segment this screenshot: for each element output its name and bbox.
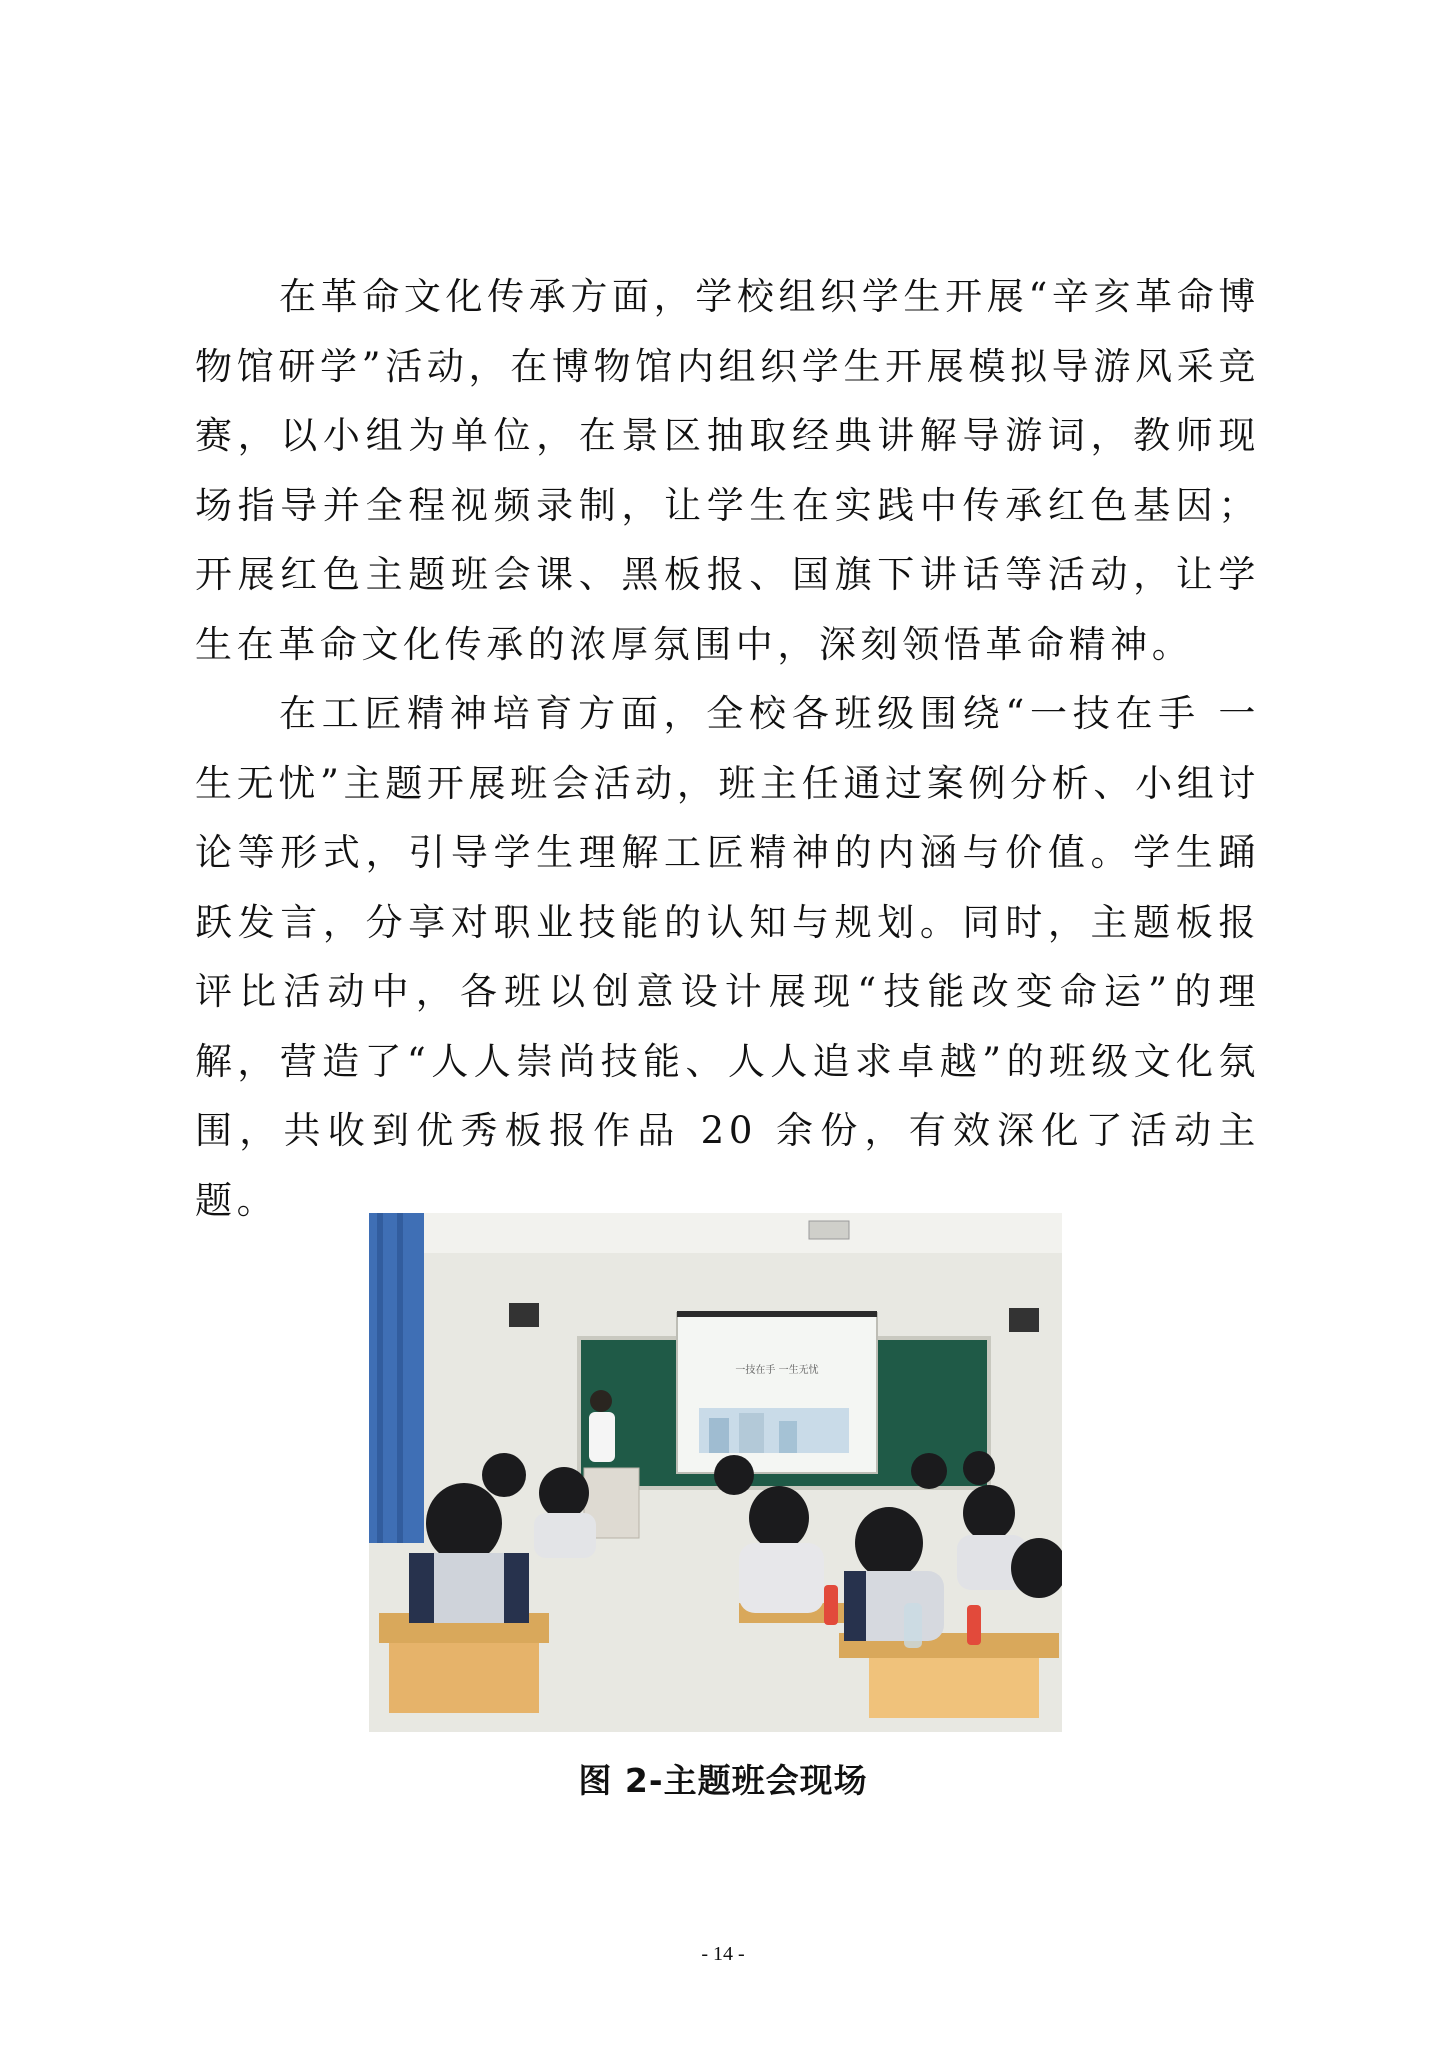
classroom-scene — [369, 1213, 1062, 1732]
bottle — [824, 1585, 838, 1625]
speaker-right — [1009, 1308, 1039, 1332]
projector — [809, 1221, 849, 1239]
paragraph-craftsmanship: 在工匠精神培育方面，全校各班级围绕“一技在手 一生无忧”主题开展班会活动，班主任通过案例分析、小组讨论等形式，引导学生理解工匠精神的内涵与价值。学生踊跃发言，分享对职业技能的认知与规划。同时，主题板报评比活动中，各班以创意设计展现“技能改变命运”的理解，营造了“人人崇尚技能、人人追求卓越”的班级文化氛围，共收到优秀板报作品 20 余份，有效深化了活动主题。 — [195, 692, 1260, 1222]
teacher — [590, 1390, 612, 1412]
screen-title: 一技在手 一生无忧 — [735, 1365, 819, 1376]
paragraph-revolutionary-culture: 在革命文化传承方面，学校组织学生开展“辛亥革命博物馆研学”活动，在博物馆内组织学生开展模拟导游风采竞赛，以小组为单位，在景区抽取经典讲解导游词，教师现场指导并全程视频录制，让学生在实践中传承红色基因；开展红色主题班会课、黑板报、国旗下讲话等活动，让学生在革命文化传承的浓厚氛围中，深刻领悟革命精神。 — [195, 275, 1260, 666]
speaker-left — [509, 1303, 539, 1327]
figure-caption: 图 2-主题班会现场 — [578, 1761, 868, 1800]
page-number: - 14 - — [701, 1943, 745, 1965]
body-text — [195, 262, 1260, 1235]
classroom-photo — [369, 1213, 1062, 1732]
